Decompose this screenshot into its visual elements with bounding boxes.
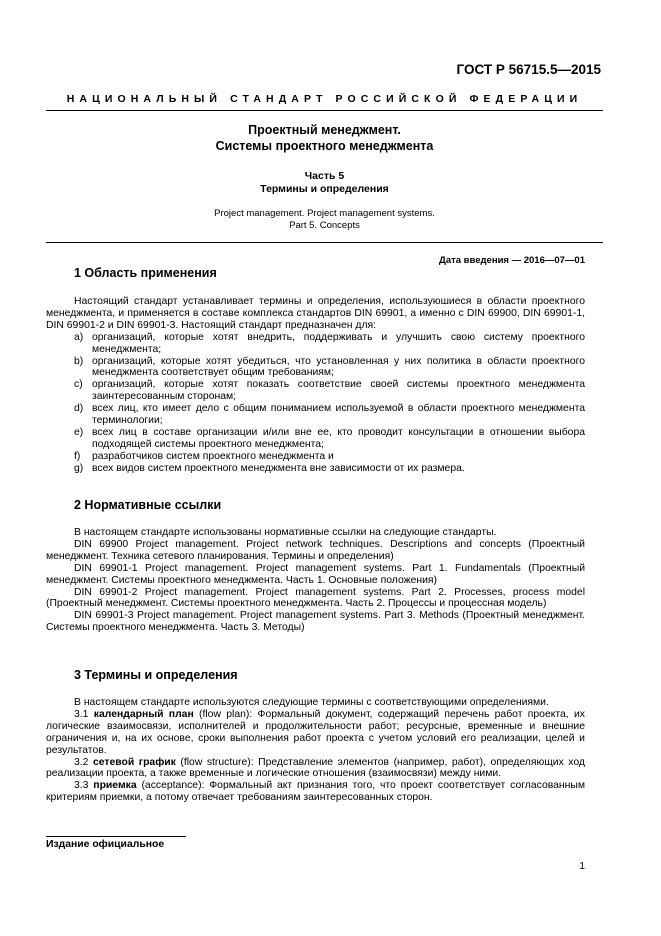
english-title-line-2: Part 5. Concepts [289,220,360,231]
section-1-list [46,332,585,475]
normative-reference: DIN 69900 Project management. Project network techniques. Descriptions and concepts (Проектный менеджмент. Техника сетевого планирования. Термины и определения) [46,538,585,562]
page-number: 1 [579,861,585,872]
part-heading [46,170,603,196]
list-item-marker: g) [74,462,84,474]
normative-references-list [46,539,585,634]
list-item-text: всех видов систем проектного менеджмента вне зависимости от их размера. [92,462,465,474]
list-item-marker: a) [74,331,84,343]
title-line-2: Системы проектного менеджмента [215,139,434,153]
term-definition [46,709,585,757]
list-item-text: всех лиц в составе организации и/или вне ее, кто проводит консультации в отношении выбора подходящей системы проектного менеджмента; [92,426,585,450]
term-definition [46,780,585,804]
term-definition [46,757,585,781]
list-item [46,427,585,451]
banner-rule [46,110,603,111]
section-3-heading: 3 Термины и определения [74,668,238,682]
list-item-text: всех лиц, кто имеет дело с общим пониманием используемой в области проектного менеджмента терминологии; [92,403,585,427]
part-number: Часть 5 [304,170,345,182]
official-edition-label: Издание официальное [46,839,165,850]
title-rule [46,242,603,243]
term-number: 3.3 [74,780,89,792]
list-item [46,332,585,356]
term-number: 3.2 [74,756,89,768]
normative-reference: DIN 69901-2 Project management. Project management systems. Part 2. Processes, process model (Проектный менеджмент. Системы проектного менеджмента. Часть 2. Процессы и процессная модель) [46,586,585,610]
term-definition-text: (flow plan): Формальный документ, содержащий перечень работ проекта, их логические взаимосвязи, исполнителей и продолжительности работ; ресурсные, временные и внешние ограничения и, на их основе, сроки выполнения работ проекта с учетом условий его реализации, целей и результатов. [46,708,585,756]
section-1-paragraph: Настоящий стандарт устанавливает термины и определения, используюшиеся в области проектного менеджмента, и применяется в составе комплекса стандартов DIN 69901, а именно с DIN 69900, DIN 69901-1, DIN 69901-2 и DIN 69901-3. Настоящий стандарт предназначен для: [46,296,585,331]
term-definition-text: (acceptance): Формальный акт признания того, что проект соответствует согласованным критериям приемки, а потому отвечает требованиям заинтересованных сторон. [46,780,585,804]
list-item-marker: f) [74,450,81,462]
list-item [46,379,585,403]
document-title [46,122,603,154]
term-name: сетевой график [92,756,176,768]
list-item-text: организаций, которые хотят внедрить, поддерживать и улучшить свою систему проектного менеджмента; [92,331,585,355]
normative-reference: DIN 69901-3 Project management. Project management systems. Part 3. Methods (Проектный менеджмент. Системы проектного менеджмента. Часть 3. Методы) [46,610,585,634]
list-item-text: организаций, которые хотят убедиться, что установленная у них политика в области проектного менеджмента соответствует общим требованиям; [92,355,585,379]
standard-code: ГОСТ Р 56715.5—2015 [456,62,601,77]
term-name: приемка [93,780,137,792]
list-item [46,356,585,380]
list-item-marker: b) [74,355,84,367]
term-definition-text: (flow structure): Представление элементов (например, работ), определяющих ход реализации проекта, а также временные и логические отношения (взаимосвязи) между ними. [46,756,585,780]
list-item-marker: e) [74,426,84,438]
english-title [46,208,603,232]
section-3-lead: В настоящем стандарте используются следующие термины с соответствующими определениями. [74,697,549,708]
national-standard-banner: НАЦИОНАЛЬНЫЙ СТАНДАРТ РОССИЙСКОЙ ФЕДЕРАЦИИ [66,93,583,105]
term-name: календарный план [93,708,194,720]
title-line-1: Проектный менеджмент. [248,123,401,137]
part-title: Термины и определения [260,183,389,195]
list-item-marker: d) [74,403,84,415]
terms-list [46,709,585,804]
section-2-heading: 2 Нормативные ссылки [74,498,222,512]
section-3-body [46,697,585,804]
list-item [46,451,585,463]
footer-rule [46,836,186,837]
list-item-text: разработчиков систем проектного менеджмента и [92,450,334,462]
section-1-body [46,296,585,475]
section-2-lead: В настоящем стандарте использованы нормативные ссылки на следующие стандарты. [74,527,497,538]
normative-reference: DIN 69901-1 Project management. Project management systems. Part 1. Fundamentals (Проектный менеджмент. Системы проектного менеджмента. Часть 1. Основные положения) [46,562,585,586]
english-title-line-1: Project management. Project management systems. [214,208,435,219]
list-item [46,403,585,427]
section-2-body [46,527,585,634]
introduction-date: Дата введения — 2016—07—01 [439,255,585,266]
list-item-marker: c) [74,379,83,391]
term-number: 3.1 [74,708,89,720]
list-item [46,463,585,475]
list-item-text: организаций, которые хотят показать соответствие своей системы проектного менеджмента заинтересованным сторонам; [92,379,585,403]
section-1-heading: 1 Область применения [74,266,217,280]
